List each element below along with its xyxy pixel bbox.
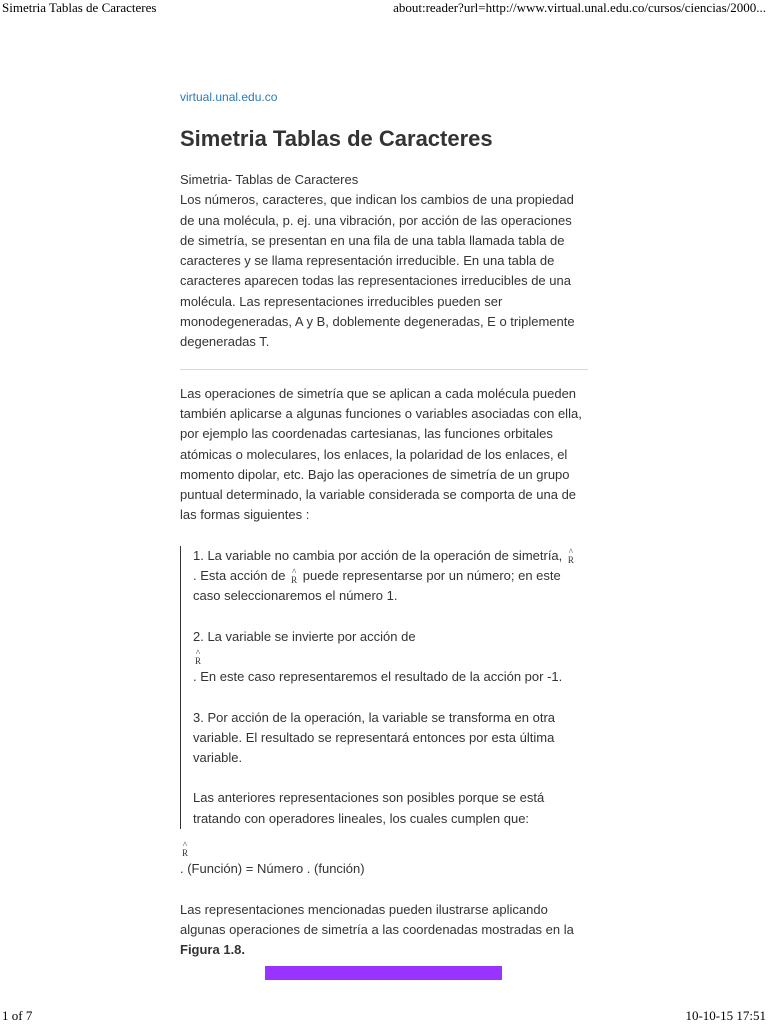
intro-section — [180, 170, 588, 353]
list-item-3: 3. Por acción de la operación, la variable se transforma en otra variable. El resultado se representará entonces por esta última variable. — [193, 709, 556, 766]
item2-text-a: 2. La variable se invierte por acción de — [193, 628, 416, 644]
print-footer-page: 1 of 7 — [2, 1008, 33, 1023]
list-item-1 — [193, 546, 588, 607]
item2-text-b: . En este caso representaremos el resultado de la acción por -1. — [193, 669, 563, 685]
print-footer-datetime: 10-10-15 17:51 — [685, 1008, 766, 1023]
print-footer — [0, 1008, 768, 1024]
operator-equation-text: . (Función) = Número . (función) — [180, 861, 365, 877]
r-hat-operator: ^ R — [181, 840, 188, 859]
r-hat-operator: ^ R — [567, 546, 574, 565]
intro-paragraph: Los números, caracteres, que indican los cambios de una propiedad de una molécula, p. ej. una vibración, por acción de las operaciones de simetría, se presentan en una fila de una tabla llamada tabla de caracteres y se llama representación irreducible. En una tabla de caracteres aparecen todas las representaciones irreducibles de una molécula. Las representaciones irreducibles pueden ser monodegeneradas, A y B, doblemente degeneradas, E o triplemente degeneradas T. — [180, 192, 575, 350]
blockquote-list — [180, 546, 588, 829]
article-title: Simetria Tablas de Caracteres — [180, 126, 493, 151]
print-header — [0, 0, 768, 18]
operator-equation — [180, 839, 588, 880]
print-header-url: about:reader?url=http://www.virtual.unal.edu.co/cursos/ciencias/2000... — [393, 0, 766, 15]
intro-subtitle: Simetria- Tablas de Caracteres — [180, 172, 359, 187]
item1-text-b: . Esta acción de — [193, 568, 286, 584]
r-hat-operator: ^ R — [291, 567, 298, 586]
figure-reference-paragraph — [180, 900, 588, 961]
source-domain-link[interactable]: virtual.unal.edu.co — [180, 90, 278, 104]
item1-text-a: 1. La variable no cambia por acción de la operación de simetría, — [193, 547, 563, 563]
figure-reference-label: Figura 1.8. — [180, 942, 246, 958]
print-header-title: Simetria Tablas de Caracteres — [2, 0, 157, 15]
linear-operators-note: Las anteriores representaciones son posibles porque se está tratando con operadores lineales, los cuales cumplen que: — [193, 790, 545, 826]
figure-reference-text: Las representaciones mencionadas pueden ilustrarse aplicando algunas operaciones de simetría a las coordenadas mostradas en la — [180, 901, 574, 937]
r-hat-operator: ^ R — [194, 647, 201, 666]
reader-article — [180, 88, 588, 961]
figure-image-strip — [265, 966, 502, 980]
operations-paragraph: Las operaciones de simetría que se aplican a cada molécula pueden también aplicarse a algunas funciones o variables asociadas con ella, por ejemplo las coordenadas cartesianas, las funciones orbitales atómicas o moleculares, los enlaces, la polaridad de los enlaces, el momento dipolar, etc. Bajo las operaciones de simetría de un grupo puntual determinado, la variable considerada se comporta de una de las formas siguientes : — [180, 385, 582, 523]
section-divider — [180, 369, 588, 370]
item1-text-c: puede representarse por un número; en este caso seleccionaremos el número 1. — [193, 568, 561, 604]
list-item-2 — [193, 627, 588, 688]
